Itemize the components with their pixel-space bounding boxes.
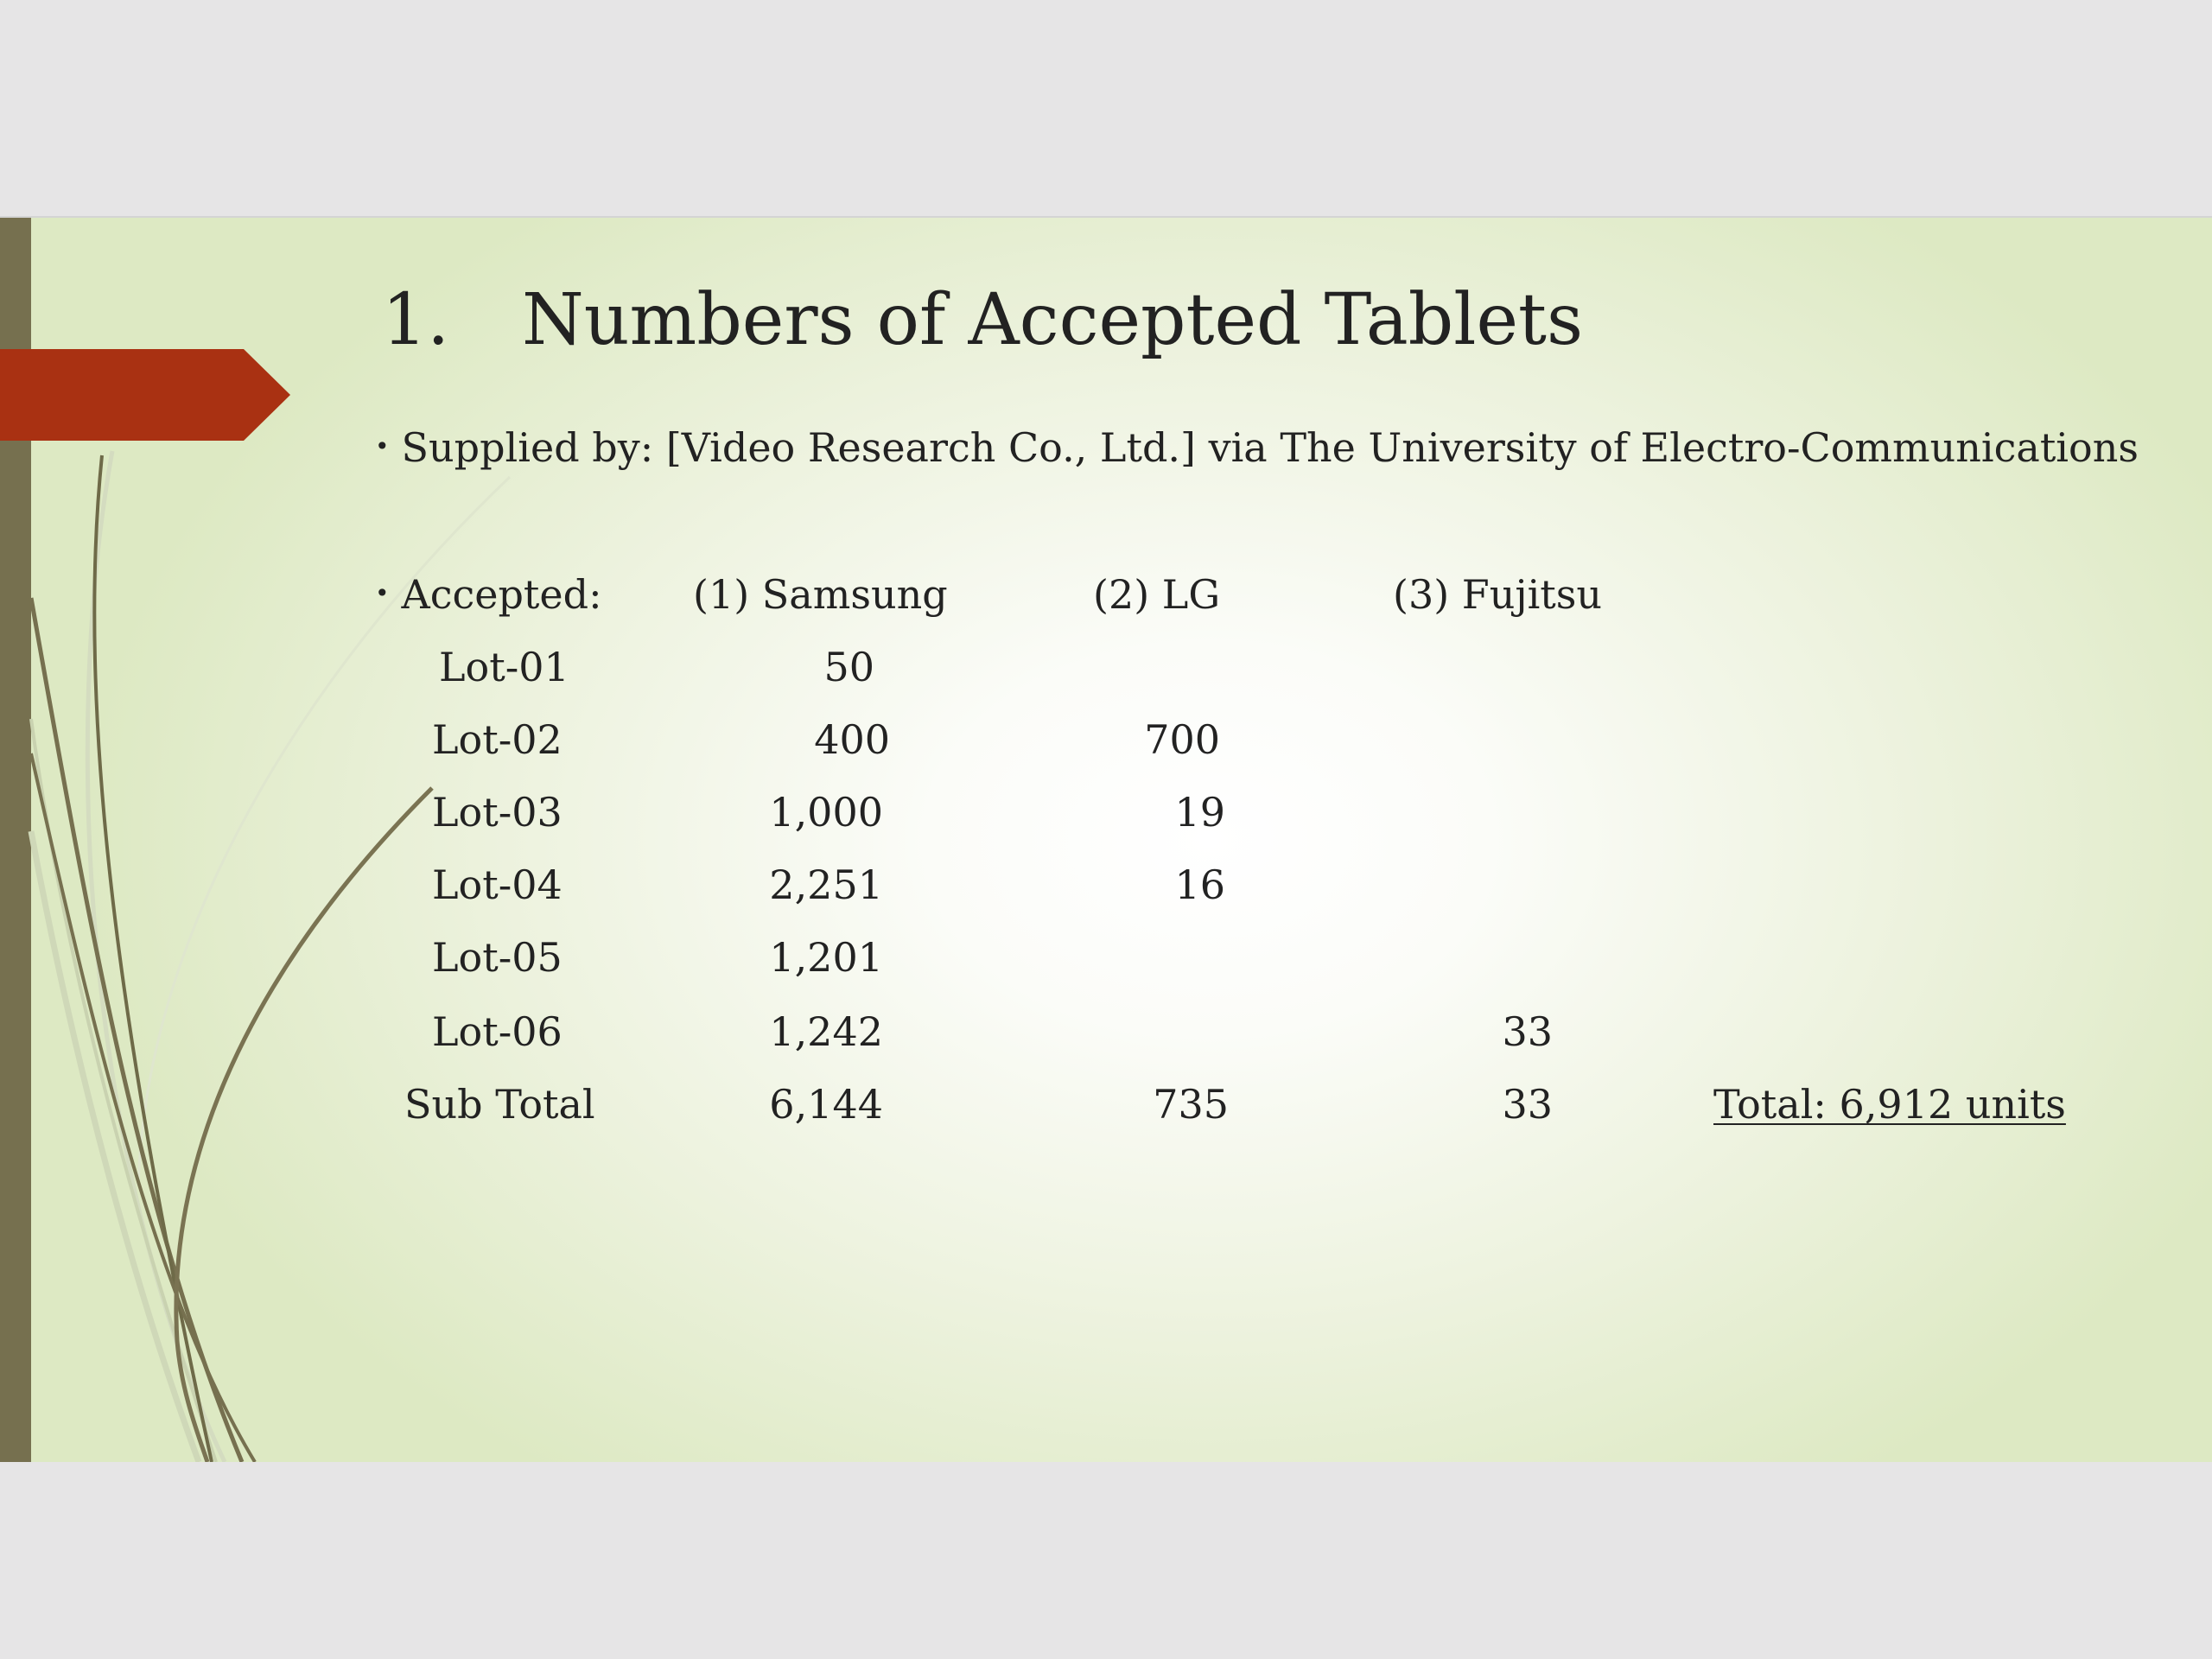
cell-samsung-lot-03: 1,000 <box>769 789 883 836</box>
cell-lg-lot-03: 19 <box>1174 789 1225 836</box>
row-label-lot-04: Lot-04 <box>432 861 563 908</box>
title-number: 1. <box>382 279 450 361</box>
cell-lg-subtotal: 735 <box>1153 1081 1229 1128</box>
column-header-samsung: (1) Samsung <box>693 571 948 618</box>
column-header-lg: (2) LG <box>1093 571 1221 618</box>
bullet-dot: • <box>375 432 390 461</box>
grand-total: Total: 6,912 units <box>1713 1081 2066 1128</box>
cell-samsung-lot-02: 400 <box>814 716 890 763</box>
cell-samsung-subtotal: 6,144 <box>769 1081 883 1128</box>
cell-samsung-lot-06: 1,242 <box>769 1008 883 1055</box>
title-text: Numbers of Accepted Tablets <box>522 279 1584 361</box>
bullet-dot: • <box>375 579 390 607</box>
cell-lg-lot-02: 700 <box>1144 716 1220 763</box>
cell-samsung-lot-05: 1,201 <box>769 934 883 981</box>
slide-title <box>382 273 1583 368</box>
cell-lg-lot-04: 16 <box>1174 861 1225 908</box>
row-label-subtotal: Sub Total <box>404 1081 595 1128</box>
row-label-lot-06: Lot-06 <box>432 1008 563 1055</box>
accepted-label: Accepted: <box>401 571 602 618</box>
title-accent-arrow <box>0 349 290 441</box>
column-header-fujitsu: (3) Fujitsu <box>1393 571 1603 618</box>
cell-samsung-lot-01: 50 <box>823 644 874 690</box>
row-label-lot-02: Lot-02 <box>432 716 563 763</box>
row-label-lot-03: Lot-03 <box>432 789 563 836</box>
cell-fujitsu-subtotal: 33 <box>1502 1081 1553 1128</box>
row-label-lot-05: Lot-05 <box>432 934 563 981</box>
cell-samsung-lot-04: 2,251 <box>769 861 883 908</box>
accepted-bullet <box>375 569 602 626</box>
supplied-by-bullet <box>375 422 2139 480</box>
presentation-slide <box>0 216 2212 1462</box>
supplied-by-text: Supplied by: [Video Research Co., Ltd.] via The University of Electro-Communications <box>401 424 2139 471</box>
cell-fujitsu-lot-06: 33 <box>1502 1008 1553 1055</box>
row-label-lot-01: Lot-01 <box>439 644 569 690</box>
